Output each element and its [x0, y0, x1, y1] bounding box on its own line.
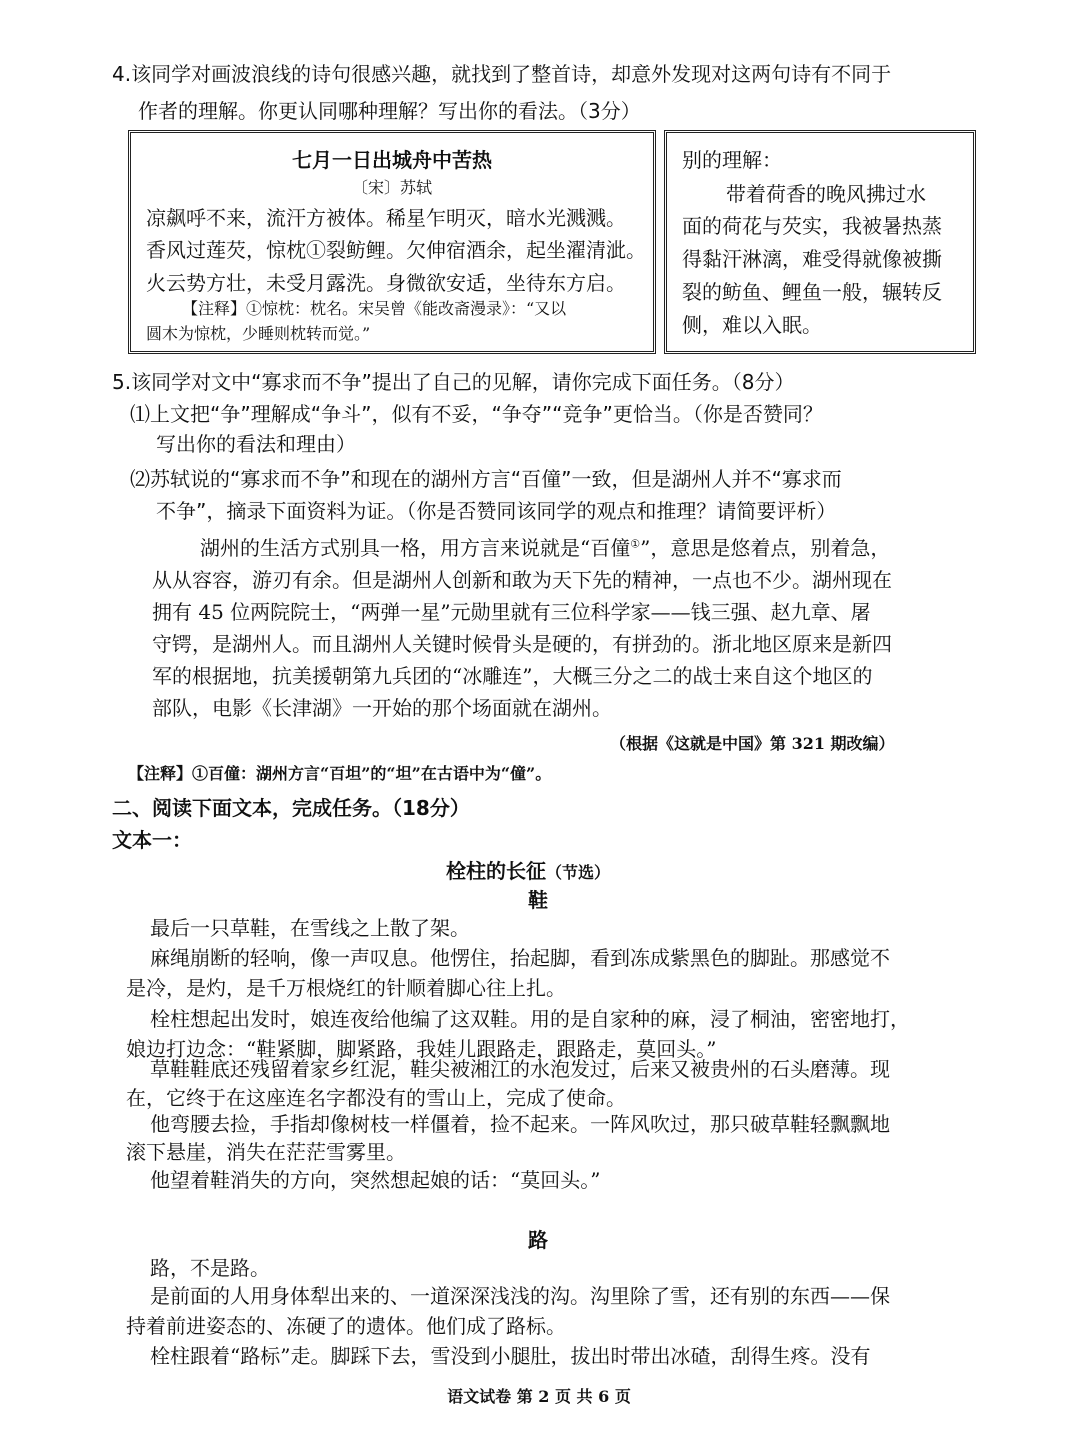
other-line: 得黏汗淋漓，难受得就像被撕 — [682, 247, 942, 271]
story-subtitle-road: 路 — [528, 1228, 548, 1252]
q5-sub1-line2: 写出你的看法和理由） — [156, 432, 356, 456]
q4-line1: 4.该同学对画波浪线的诗句很感兴趣，就找到了整首诗，却意外发现对这两句诗有不同于 — [112, 62, 892, 86]
other-line: 裂的鲂鱼、鲤鱼一般，辗转反 — [682, 280, 942, 304]
poem-line: 凉飙呼不来，流汗方被体。稀星乍明灭，暗水光溅溅。 — [146, 206, 626, 230]
other-title: 别的理解： — [682, 148, 782, 172]
material-line: 部队，电影《长津湖》一开始的那个场面就在湖州。 — [152, 696, 612, 720]
story-line: 最后一只草鞋，在雪线之上散了架。 — [150, 916, 470, 940]
story-line: 滚下悬崖，消失在茫茫雪雾里。 — [126, 1140, 406, 1164]
other-line: 面的荷花与芡实，我被暑热蒸 — [682, 214, 942, 238]
poem-note-line2: 圆木为惊枕，少睡则枕转而觉。” — [146, 324, 371, 343]
other-line: 侧，难以入眠。 — [682, 313, 822, 337]
page-footer: 语文试卷 第 2 页 共 6 页 — [447, 1387, 631, 1406]
material-line: 军的根据地，抗美援朝第九兵团的“冰雕连”，大概三分之二的战士来自这个地区的 — [152, 664, 873, 688]
material-note: 【注释】①百僮：湖州方言“百坦”的“坦”在古语中为“僮”。 — [128, 764, 552, 783]
other-line: 带着荷香的晚风拂过水 — [726, 182, 926, 206]
q5-sub2-line2: 不争”，摘录下面资料为证。（你是否赞同该同学的观点和推理？请简要评析） — [156, 499, 837, 523]
material-line1-a: 湖州的生活方式别具一格，用方言来说就是“百僮 — [200, 536, 631, 560]
material-line: 守锷，是湖州人。而且湖州人关键时候骨头是硬的，有拼劲的。浙北地区原来是新四 — [152, 632, 892, 656]
material-line1 — [200, 534, 890, 562]
story-title-note: （节选） — [546, 863, 611, 882]
story-line: 在，它终于在这座连名字都没有的雪山上，完成了使命。 — [126, 1086, 626, 1110]
story-line: 娘边打边念：“鞋紧脚，脚紧路，我娃儿跟路走，跟路走，莫回头。” — [126, 1037, 717, 1061]
story-line: 栓柱跟着“路标”走。脚踩下去，雪没到小腿肚，拔出时带出冰碴，刮得生疼。没有 — [150, 1344, 871, 1368]
poem-note-line1: 【注释】①惊枕：枕名。宋吴曾《能改斋漫录》：“又以 — [182, 299, 567, 318]
story-line: 是前面的人用身体犁出来的、一道深深浅浅的沟。沟里除了雪，还有别的东西——保 — [150, 1284, 890, 1308]
section2-heading: 二、阅读下面文本，完成任务。（18分） — [112, 796, 470, 820]
story-subtitle-shoe: 鞋 — [528, 888, 548, 912]
story-line: 持着前进姿态的、冻硬了的遗体。他们成了路标。 — [126, 1314, 566, 1338]
story-title — [446, 857, 610, 885]
poem-line: 火云势方壮，未受月露洗。身微欲安适，坐待东方启。 — [146, 271, 626, 295]
q5-sub2-line1: ⑵苏轼说的“寡求而不争”和现在的湖州方言“百僮”一致，但是湖州人并不“寡求而 — [130, 467, 842, 491]
poem-title: 七月一日出城舟中苦热 — [292, 148, 492, 172]
footnote-marker: ① — [630, 537, 641, 551]
story-line: 他望着鞋消失的方向，突然想起娘的话：“莫回头。” — [150, 1168, 601, 1192]
story-line: 栓柱想起出发时，娘连夜给他编了这双鞋。用的是自家种的麻，浸了桐油，密密地打， — [150, 1007, 910, 1031]
story-line: 他弯腰去捡，手指却像树枝一样僵着，捡不起来。一阵风吹过，那只破草鞋轻飘飘地 — [150, 1112, 890, 1136]
material-source: （根据《这就是中国》第 321 期改编） — [610, 734, 895, 753]
story-title-text: 栓柱的长征 — [446, 859, 546, 883]
story-line: 草鞋鞋底还残留着家乡红泥，鞋尖被湘江的水泡发过，后来又被贵州的石头磨薄。现 — [150, 1057, 890, 1081]
story-line: 路，不是路。 — [150, 1256, 270, 1280]
q4-line2: 作者的理解。你更认同哪种理解？写出你的看法。（3分） — [138, 99, 641, 123]
material-line: 拥有 45 位两院院士，“两弹一星”元勋里就有三位科学家——钱三强、赵九章、屠 — [152, 600, 871, 624]
q5-line1: 5.该同学对文中“寡求而不争”提出了自己的见解，请你完成下面任务。（8分） — [112, 370, 795, 394]
q5-sub1-line1: ⑴上文把“争”理解成“争斗”，似有不妥，“争夺”“竞争”更恰当。（你是否赞同？ — [130, 402, 823, 426]
poem-author: 〔宋〕苏轼 — [351, 178, 432, 197]
story-line: 是冷，是灼，是千万根烧红的针顺着脚心往上扎。 — [126, 976, 566, 1000]
section2-text-label: 文本一： — [112, 828, 192, 852]
material-line1-b: ”，意思是悠着点，别着急， — [640, 536, 891, 560]
material-line: 从从容容，游刃有余。但是湖州人创新和敢为天下先的精神，一点也不少。湖州现在 — [152, 568, 892, 592]
poem-line: 香风过莲芡，惊枕①裂鲂鲤。欠伸宿酒余，起坐濯清泚。 — [146, 238, 646, 262]
story-line: 麻绳崩断的轻响，像一声叹息。他愣住，抬起脚，看到冻成紫黑色的脚趾。那感觉不 — [150, 946, 890, 970]
